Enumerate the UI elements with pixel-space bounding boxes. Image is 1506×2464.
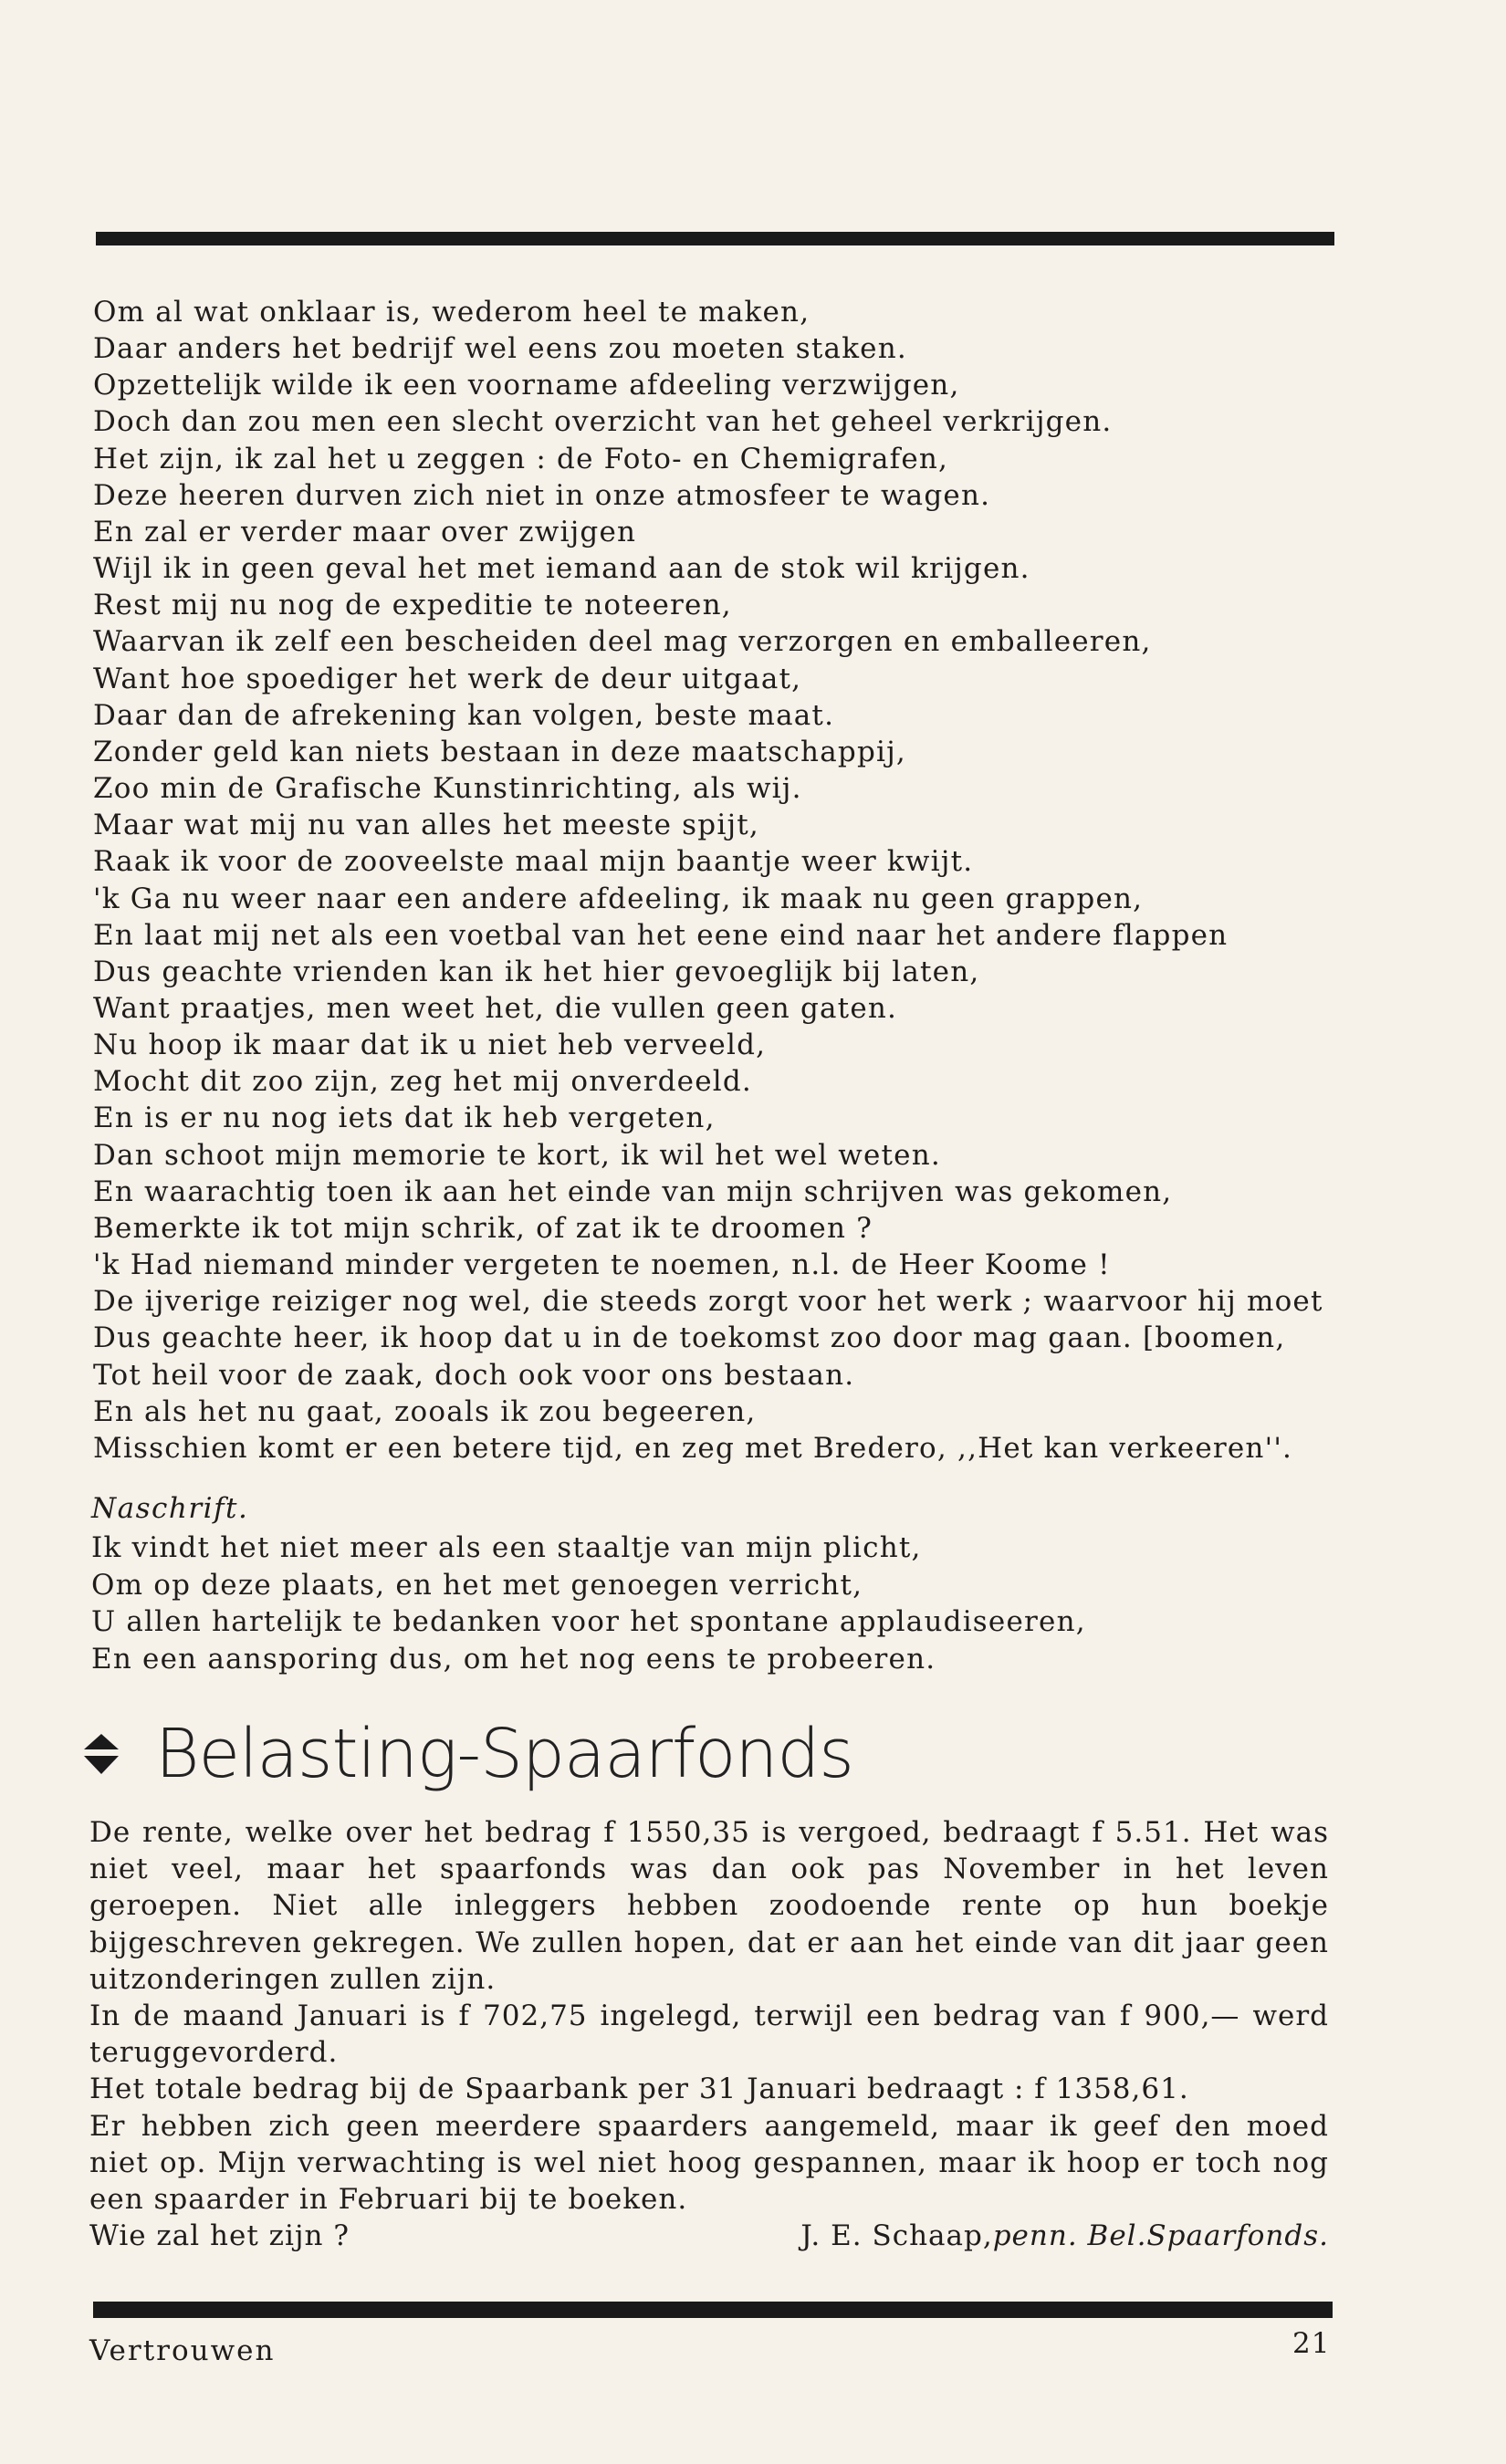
text-line: Om op deze plaats, en het met genoegen verricht, xyxy=(91,1568,863,1602)
text-line: En zal er verder maar over zwijgen xyxy=(93,515,637,548)
text-line: Rest mij nu nog de expeditie te noteeren, xyxy=(93,589,732,622)
page-number: 21 xyxy=(1292,2327,1331,2360)
closing-question: Wie zal het zijn ? xyxy=(89,2219,350,2253)
text-line: Daar dan de afrekening kan volgen, beste maat. xyxy=(93,698,835,732)
text-line: Maar wat mij nu van alles het meeste spijt, xyxy=(93,809,759,842)
postscript-label: Naschrift. xyxy=(91,1492,249,1525)
text-line: Misschien komt er een betere tijd, en zeg met Bredero, ,,Het kan verkeeren''. xyxy=(93,1431,1293,1465)
paragraph: Het totale bedrag bij de Spaarbank per 31 Januari bedraagt : f 1358,61. xyxy=(89,2072,1189,2106)
text-line: Want hoe spoediger het werk de deur uitgaat, xyxy=(93,662,802,695)
text-line: En laat mij net als een voetbal van het eene eind naar het andere flappen xyxy=(93,918,1229,952)
text-line: Opzettelijk wilde ik een voorname afdeeling verzwijgen, xyxy=(93,369,960,402)
poem xyxy=(93,294,1371,1467)
text-line: Nu hoop ik maar dat ik u niet heb verveeld, xyxy=(93,1028,767,1062)
text-line: Dan schoot mijn memorie te kort, ik wil het wel weten. xyxy=(93,1138,941,1172)
text-line: 'k Had niemand minder vergeten te noemen, n.l. de Heer Koome ! xyxy=(93,1248,1111,1282)
text-line: En als het nu gaat, zooals ik zou begeeren, xyxy=(93,1394,757,1428)
text-line: Raak ik voor de zooveelste maal mijn baantje weer kwijt. xyxy=(93,845,974,879)
text-line: Dus geachte vrienden kan ik het hier gevoeglijk bij laten, xyxy=(93,955,980,988)
text-line: Deze heeren durven zich niet in onze atmosfeer te wagen. xyxy=(93,478,991,512)
text-line: Waarvan ik zelf een bescheiden deel mag verzorgen en emballeeren, xyxy=(93,625,1152,659)
diamond-bullet-icon xyxy=(84,1734,119,1774)
section-title: Belasting-Spaarfonds xyxy=(155,1715,853,1793)
text-line: Wijl ik in geen geval het met iemand aan de stok wil krijgen. xyxy=(93,552,1030,586)
text-line: Doch dan zou men een slecht overzicht van het geheel verkrijgen. xyxy=(93,405,1113,439)
signature-role: penn. Bel.Spaarfonds. xyxy=(992,2219,1329,2253)
signature xyxy=(800,2218,1329,2254)
text-line: Bemerkte ik tot mijn schrik, of zat ik te droomen ? xyxy=(93,1211,873,1245)
text-line: Tot heil voor de zaak, doch ook voor ons bestaan. xyxy=(93,1358,855,1392)
paragraph: De rente, welke over het bedrag f 1550,35 is vergoed, bedraagt f 5.51. Het was niet veel, maar het spaarfonds was dan ook pas November in het leven geroepen. Niet alle inleggers hebben zoodoende rente op hun boekje bijgeschreven gekregen. We zullen hopen, dat er aan het einde van dit jaar geen uitzonderingen zullen zijn. xyxy=(89,1816,1329,1996)
bottom-rule xyxy=(93,2302,1333,2318)
top-rule xyxy=(96,232,1334,245)
section-body xyxy=(89,1814,1329,2254)
text-line: Mocht dit zoo zijn, zeg het mij onverdeeld. xyxy=(93,1065,752,1099)
text-line: De ijverige reiziger nog wel, die steeds zorgt voor het werk ; waarvoor hij moet xyxy=(93,1285,1323,1319)
closing-row xyxy=(89,2218,1329,2254)
text-line: U allen hartelijk te bedanken voor het spontane applaudiseeren, xyxy=(91,1605,1086,1638)
signature-name: J. E. Schaap, xyxy=(800,2219,993,2253)
paragraph: In de maand Januari is f 702,75 ingelegd, terwijl een bedrag van f 900,— werd teruggevorderd. xyxy=(89,1999,1329,2070)
publication-name: Vertrouwen xyxy=(89,2334,276,2367)
text-line: 'k Ga nu weer naar een andere afdeeling, ik maak nu geen grappen, xyxy=(93,882,1144,915)
text-line: Daar anders het bedrijf wel eens zou moeten staken. xyxy=(93,332,907,366)
text-line: Zonder geld kan niets bestaan in deze maatschappij, xyxy=(93,735,906,768)
postscript-lines xyxy=(91,1530,1369,1677)
text-line: Want praatjes, men weet het, die vullen geen gaten. xyxy=(93,991,898,1025)
paragraph: Er hebben zich geen meerdere spaarders aangemeld, maar ik geef den moed niet op. Mijn verwachting is wel niet hoog gespannen, maar ik hoop er toch nog een spaarder in Februari bij te boeken. xyxy=(89,2109,1329,2217)
text-line: Ik vindt het niet meer als een staaltje van mijn plicht, xyxy=(91,1531,922,1564)
text-line: Het zijn, ik zal het u zeggen : de Foto- en Chemigrafen, xyxy=(93,442,949,475)
text-line: En is er nu nog iets dat ik heb vergeten, xyxy=(93,1101,716,1135)
text-line: Zoo min de Grafische Kunstinrichting, als wij. xyxy=(93,772,802,806)
text-line: En waarachtig toen ik aan het einde van mijn schrijven was gekomen, xyxy=(93,1175,1173,1208)
text-line: Dus geachte heer, ik hoop dat u in de toekomst zoo door mag gaan. [boomen, xyxy=(93,1321,1286,1355)
text-line: En een aansporing dus, om het nog eens te probeeren. xyxy=(91,1642,936,1676)
text-line: Om al wat onklaar is, wederom heel te maken, xyxy=(93,296,811,329)
section-heading xyxy=(84,1717,853,1791)
